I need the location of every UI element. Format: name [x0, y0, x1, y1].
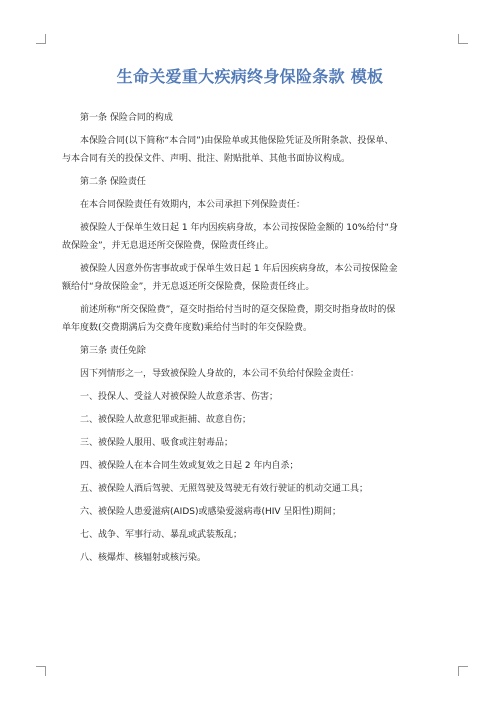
article-1-text-line-1: 本保险合同(以下简称“本合同”)由保险单或其他保险凭证及所附条款、投保单、	[80, 136, 394, 146]
article-3-intro: 因下列情形之一，导致被保险人身故的，本公司不负给付保险金责任：	[80, 369, 360, 379]
exclusion-item: 四、被保险人在本合同生效或复效之日起 2 年内自杀；	[80, 461, 299, 471]
article-2-clause-2-line-2: 额给付“身故保险金”，并无息返还所交保险费，保险责任终止。	[62, 282, 315, 292]
article-1-text-line-2: 与本合同有关的投保文件、声明、批注、附贴批单、其他书面协议构成。	[62, 154, 351, 164]
corner-mark-top-right	[458, 34, 468, 44]
exclusion-item: 二、被保险人故意犯罪或拒捕、故意自伤；	[80, 415, 252, 425]
corner-mark-bottom-left	[36, 666, 46, 676]
exclusion-item: 五、被保险人酒后驾驶、无照驾驶及驾驶无有效行驶证的机动交通工具；	[80, 484, 369, 494]
article-2-intro: 在本合同保险责任有效期内，本公司承担下列保险责任：	[80, 200, 306, 210]
article-3-heading: 第三条 责任免除	[80, 346, 146, 356]
exclusion-item: 一、投保人、受益人对被保险人故意杀害、伤害；	[80, 392, 279, 402]
exclusion-item: 六、被保险人患爱滋病(AIDS)或感染爱滋病毒(HIV 呈阳性)期间；	[80, 507, 341, 517]
article-2-clause-3-line-2: 单年度数(交费期满后为交费年度数)乘给付当时的年交保险费。	[62, 323, 313, 333]
article-2-clause-1-line-1: 被保险人于保单生效日起 1 年内因疾病身故，本公司按保险金额的 10%给付“身	[80, 223, 398, 233]
corner-mark-top-left	[36, 34, 46, 44]
article-2-clause-3-line-1: 前述所称“所交保险费”，趸交时指给付当时的趸交保险费，期交时指身故时的保	[80, 305, 396, 315]
article-2-clause-2-line-1: 被保险人因意外伤害事故或于保单生效日起 1 年后因疾病身故，本公司按保险金	[80, 264, 398, 274]
document-body	[62, 112, 447, 575]
article-1-heading: 第一条 保险合同的构成	[80, 113, 173, 123]
exclusion-item: 七、战争、军事行动、暴乱或武装叛乱；	[80, 530, 243, 540]
article-2-clause-1-line-2: 故保险金”，并无息退还所交保险费，保险责任终止。	[62, 241, 274, 251]
exclusion-item: 三、被保险人服用、吸食或注射毒品；	[80, 438, 234, 448]
document-title: 生命关爱重大疾病终身保险条款 模板	[116, 67, 384, 86]
article-2-heading: 第二条 保险责任	[80, 177, 146, 187]
corner-mark-bottom-right	[458, 666, 468, 676]
exclusion-item: 八、核爆炸、核辐射或核污染。	[80, 553, 207, 563]
